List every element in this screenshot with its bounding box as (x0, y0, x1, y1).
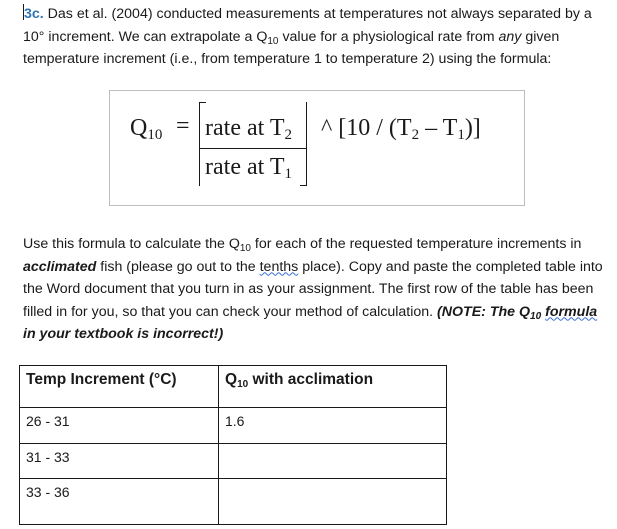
cell-increment[interactable]: 33 - 36 (20, 479, 219, 525)
cell-q10[interactable] (219, 479, 447, 525)
header-q10-acclimation[interactable]: $Q_{10}$ with acclimation (219, 366, 447, 408)
q10-table[interactable] (19, 365, 447, 525)
formula-q10: $Q_{10}$ (130, 115, 163, 143)
table-row (20, 408, 447, 444)
q10-subscript: 10 (267, 35, 279, 47)
question-number: 3c. (24, 6, 44, 22)
cell-increment[interactable]: 26 - 31 (20, 408, 219, 444)
table-header-row (20, 366, 447, 408)
formula-denominator: rate at $T_1$ (205, 154, 293, 182)
cell-q10[interactable]: 1.6 (219, 408, 447, 444)
formula-numerator: rate at $T_2$ (205, 115, 293, 143)
intro-text-c: given temperature increment (i.e., from temperature 1 to temperature 2) using the formula: (23, 28, 560, 67)
formula-equals: = (176, 113, 190, 139)
table-row (20, 444, 447, 479)
formula-exponent: ^ $[10 / (T_2 - T_1)]$ (321, 115, 481, 143)
formula-box (109, 90, 525, 206)
spellcheck-formula: formula (545, 303, 598, 320)
fraction-line (200, 148, 306, 149)
note-text: (NOTE: The $Q_{10}$ formula in your textbook is incorrect!) (23, 303, 598, 342)
intro-text-b: value for a physiological rate from (278, 28, 499, 45)
emphasis-any: any (498, 28, 522, 45)
cell-increment[interactable]: 31 - 33 (20, 444, 219, 479)
intro-text-a: Das et al. (2004) conducted measurements at temperatures not always separated by a 10° increment. We can extrapolate a Q (23, 6, 592, 45)
cell-q10[interactable] (219, 444, 447, 479)
question-3c-intro (23, 3, 608, 71)
table-row (20, 479, 447, 525)
spellcheck-tenths[interactable]: tenths (259, 258, 299, 275)
instructions-paragraph: Use this formula to calculate the $Q_{10}$ for each of the requested temperature increments in acclimated fish (please go out to the tenths place). Copy and paste the completed table into the Word document that you turn in as your assignment. The first row of the table has been filled in for you, so that you can check your method of calculation. (NOTE: The $Q_{10}$ formula in your textbook is incorrect!) (23, 236, 603, 342)
header-temp-increment[interactable]: Temp Increment (°C) (20, 366, 219, 408)
emphasis-acclimated: acclimated (23, 258, 97, 275)
